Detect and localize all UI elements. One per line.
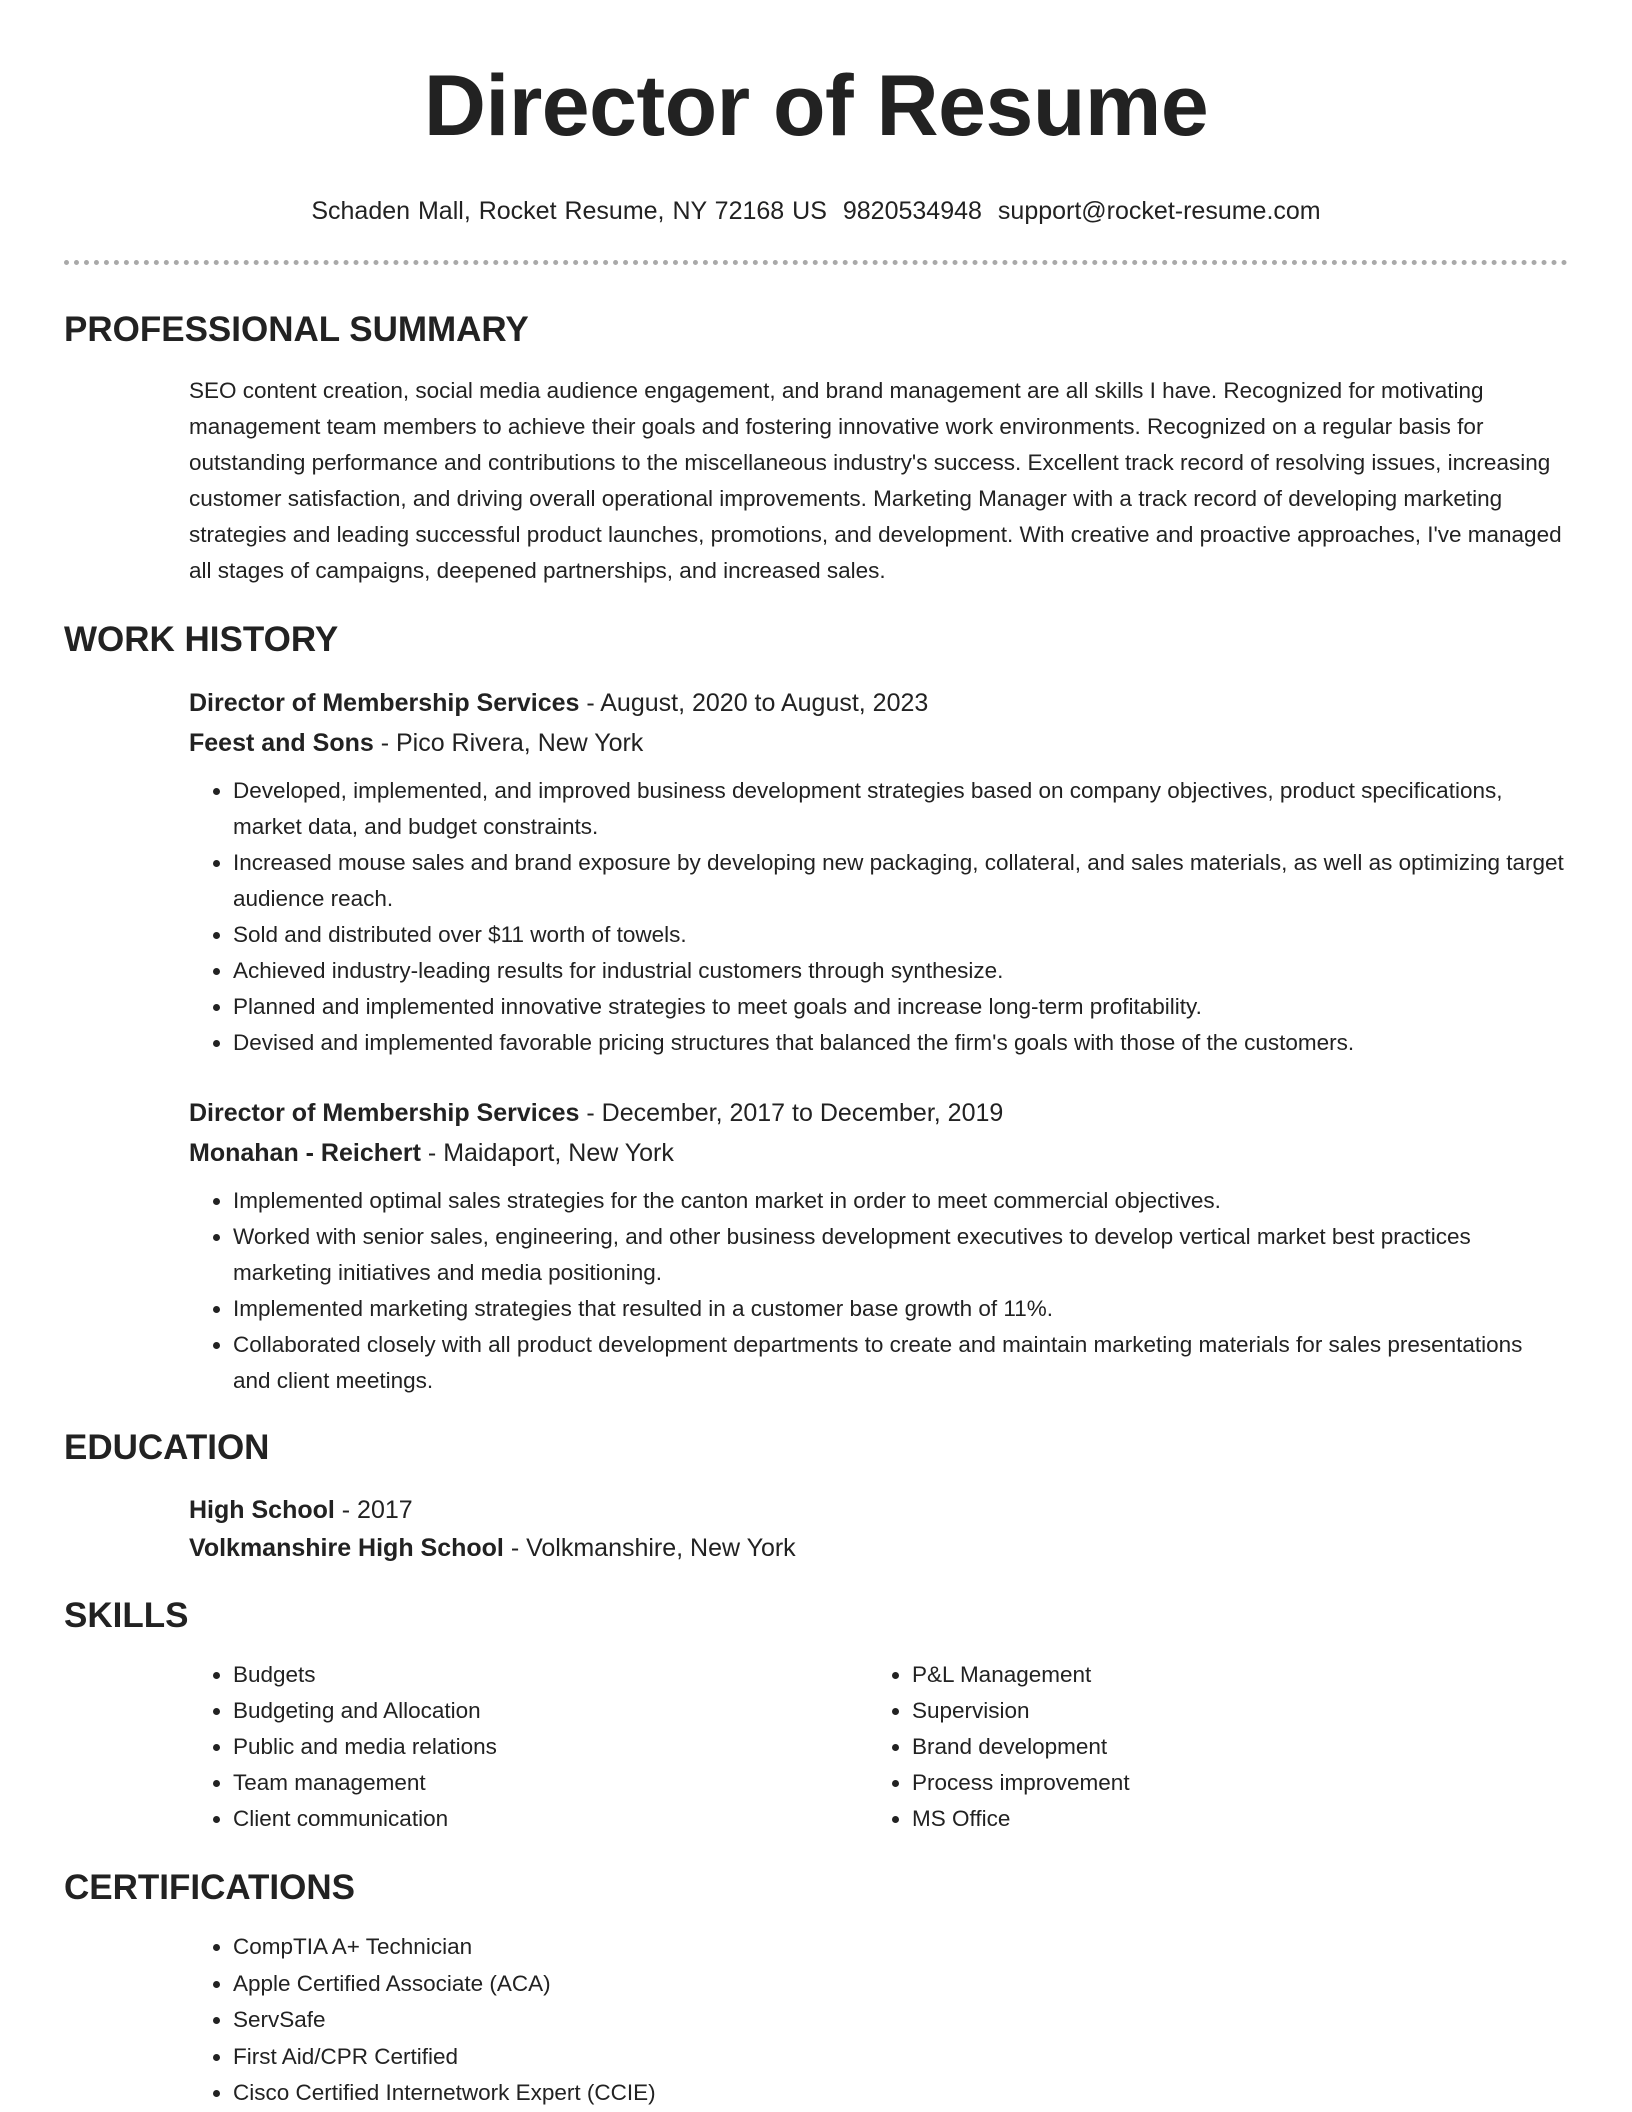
skill-item: • P&L Management [912, 1657, 1547, 1693]
job-position: Director of Membership Services [189, 689, 580, 717]
skill-item: • Team management [233, 1765, 868, 1801]
job-bullet: • Planned and implemented innovative strategies to meet goals and increase long-term profitability. [233, 989, 1566, 1025]
certifications-list [189, 1929, 1566, 2112]
job-entry [189, 1093, 1566, 1399]
header-divider [64, 260, 1568, 265]
education-entry [189, 1491, 1566, 1567]
education-school-line [189, 1529, 1566, 1567]
job-dates: - August, 2020 to August, 2023 [579, 689, 929, 717]
job-company: Feest and Sons [189, 729, 374, 757]
skill-item: • Brand development [912, 1729, 1547, 1765]
skills-list-right [868, 1657, 1547, 1837]
summary-text: SEO content creation, social media audience engagement, and brand management are all skills I have. Recognized for motivating management team members to achieve their goals and fostering innovative work environments. Recognized on a regular basis for outstanding performance and contributions to the miscellaneous industry's success. Excellent track record of resolving issues, increasing customer satisfaction, and driving overall operational improvements. Marketing Manager with a track record of developing marketing strategies and leading successful product launches, promotions, and development. With creative and proactive approaches, I've managed all stages of campaigns, deepened partnerships, and increased sales. [189, 378, 1562, 583]
job-title-line [189, 1093, 1566, 1133]
skills-columns [189, 1657, 1566, 1837]
certification-item: • ServSafe [233, 2002, 1566, 2039]
job-entry [189, 683, 1566, 1061]
job-company-line [189, 1133, 1566, 1173]
resume-name: Director of Resume [423, 58, 1209, 154]
job-bullet: • Devised and implemented favorable pricing structures that balanced the firm's goals with those of the customers. [233, 1025, 1566, 1061]
job-location: - Pico Rivera, New York [373, 729, 644, 757]
job-bullets [189, 773, 1566, 1061]
contact-line [0, 196, 1632, 226]
education-year: - 2017 [334, 1496, 413, 1524]
section-title-summary: PROFESSIONAL SUMMARY [64, 310, 529, 349]
job-company-line [189, 723, 1566, 763]
education-degree: High School [189, 1496, 335, 1524]
certifications-list-wrap [189, 1929, 1566, 2112]
job-bullet: • Implemented marketing strategies that resulted in a customer base growth of 11%. [233, 1291, 1566, 1327]
job-bullet: • Developed, implemented, and improved business development strategies based on company objectives, product specifications, market data, and budget constraints. [233, 773, 1566, 845]
job-bullet: • Collaborated closely with all product development departments to create and maintain marketing materials for sales presentations and client meetings. [233, 1327, 1566, 1399]
job-bullet: • Sold and distributed over $11 worth of towels. [233, 917, 1566, 953]
skill-item: • Public and media relations [233, 1729, 868, 1765]
skill-item: • Client communication [233, 1801, 868, 1837]
section-title-skills: SKILLS [64, 1596, 189, 1635]
contact-email: support@rocket-resume.com [997, 197, 1321, 225]
skill-item: • Supervision [912, 1693, 1547, 1729]
job-title-line [189, 683, 1566, 723]
skills-list-left [189, 1657, 868, 1837]
job-bullets [189, 1183, 1566, 1399]
education-location: - Volkmanshire, New York [503, 1534, 796, 1562]
skill-item: • Budgets [233, 1657, 868, 1693]
job-position: Director of Membership Services [189, 1099, 580, 1127]
job-location: - Maidaport, New York [420, 1139, 674, 1167]
job-bullet: • Increased mouse sales and brand exposure by developing new packaging, collateral, and sales materials, as well as optimizing target audience reach. [233, 845, 1566, 917]
section-title-work: WORK HISTORY [64, 620, 339, 659]
section-title-certifications: CERTIFICATIONS [64, 1868, 356, 1907]
section-title-education: EDUCATION [64, 1428, 270, 1467]
skill-item: • Process improvement [912, 1765, 1547, 1801]
job-bullet: • Achieved industry-leading results for industrial customers through synthesize. [233, 953, 1566, 989]
job-bullet: • Worked with senior sales, engineering, and other business development executives to develop vertical market best practices marketing initiatives and media positioning. [233, 1219, 1566, 1291]
education-school: Volkmanshire High School [189, 1534, 504, 1562]
job-dates: - December, 2017 to December, 2019 [579, 1099, 1004, 1127]
skill-item: • MS Office [912, 1801, 1547, 1837]
skill-item: • Budgeting and Allocation [233, 1693, 868, 1729]
certification-item: • CompTIA A+ Technician [233, 1929, 1566, 1966]
job-company: Monahan - Reichert [189, 1139, 421, 1167]
contact-phone: 9820534948 [842, 197, 982, 225]
certification-item: • Apple Certified Associate (ACA) [233, 1966, 1566, 2003]
certification-item: • First Aid/CPR Certified [233, 2039, 1566, 2076]
education-degree-line [189, 1491, 1566, 1529]
job-bullet: • Implemented optimal sales strategies for the canton market in order to meet commercial objectives. [233, 1183, 1566, 1219]
certification-item: • Cisco Certified Internetwork Expert (CCIE) [233, 2075, 1566, 2112]
contact-address: Schaden Mall, Rocket Resume, NY 72168 US [311, 197, 827, 225]
